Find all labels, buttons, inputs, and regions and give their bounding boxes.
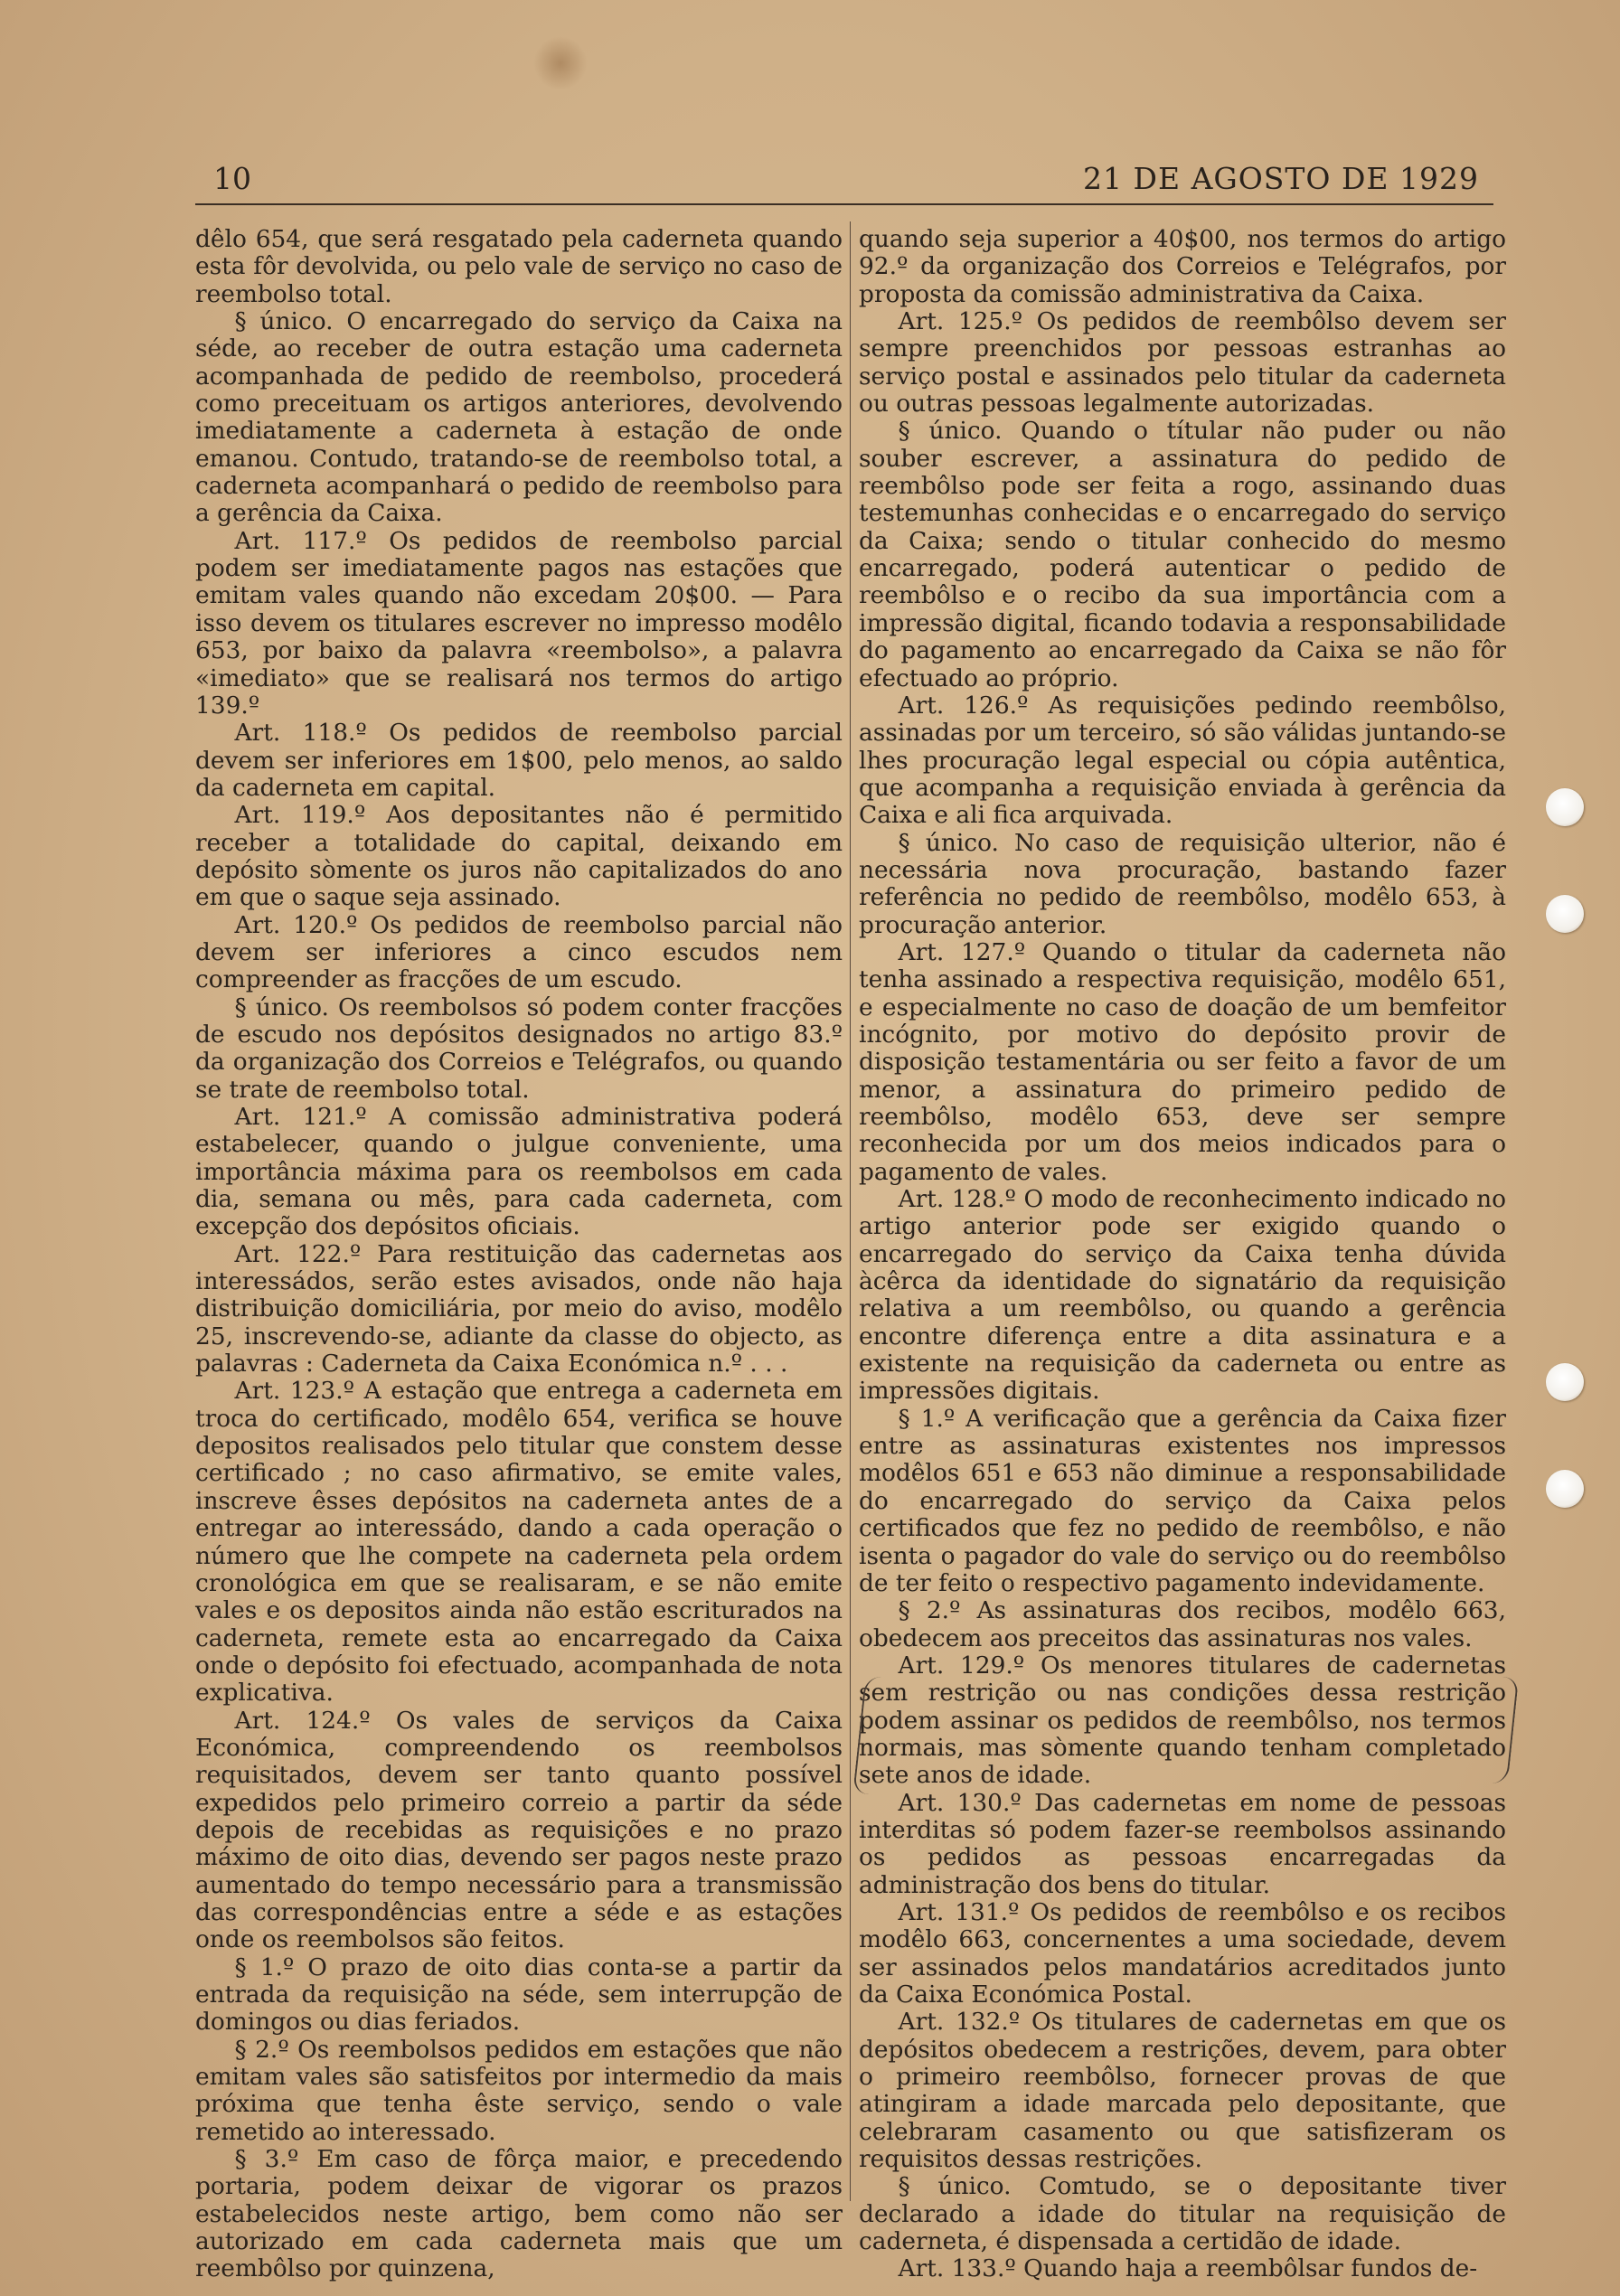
paragraph: Art. 129.º Os menores titulares de cadernetas sem restrição ou nas condições dessa restrição podem assinar os pedidos de reembôlso, nos termos normais, mas sòmente quando tenham completado sete anos de idade. [859,1651,1506,1790]
paragraph: Art. 131.º Os pedidos de reembôlso e os recibos modêlo 663, concernentes a uma sociedade, devem ser assinados pelos mandatários acreditados junto da Caixa Económica Postal. [859,1897,1506,2009]
paragraph: Art. 123.º A estação que entrega a caderneta em troca do certificado, modêlo 654, verifica se houve depositos realisados pelo titular que constem desse certificado ; no caso afirmativo, se emite vales, inscreve êsses depósitos na caderneta antes de a entregar ao interessádo, dando a cada operação o número que lhe compete na caderneta pela ordem cronológica em que se realisaram, e se não emite vales e os depositos ainda não estão escriturados na caderneta, remete esta ao encarregado da Caixa onde o depósito foi efectuado, acompanhada de nota explicativa. [195,1377,843,1708]
right-column [859,226,1506,2283]
left-column [195,226,843,2283]
paragraph: § único. Os reembolsos só podem conter fracções de escudo nos depósitos designados no artigo 83.º da organização dos Correios e Telégrafos, ou quando se trate de reembolso total. [195,993,843,1104]
header-rule [195,203,1493,205]
paragraph: Art. 127.º Quando o titular da caderneta não tenha assinado a respectiva requisição, modêlo 651, e especialmente no caso de doação de um bemfeitor incógnito, por motivo do depósito provir de disposição testamentária ou ser feito a favor de um menor, a assinatura do primeiro pedido de reembôlso, modêlo 653, deve ser sempre reconhecida por um dos meios indicados para o pagamento de vales. [859,937,1506,1186]
punch-hole [1546,1363,1584,1401]
paragraph: Art. 118.º Os pedidos de reembolso parcial devem ser inferiores em 1$00, pelo menos, ao saldo da caderneta em capital. [195,719,843,802]
paragraph: Art. 122.º Para restituição das cadernetas aos interessádos, serão estes avisados, onde não haja distribuição domiciliária, por meio do aviso, modêlo 25, inscrevendo-se, adiante da classe do objecto, as palavras : Caderneta da Caixa Económica n.º . . . [195,1239,843,1379]
paragraph: § único. Comtudo, se o depositante tiver declarado a idade do titular na requisição de caderneta, é dispensada a certidão de idade. [859,2172,1506,2256]
paragraph: Art. 126.º As requisições pedindo reembôlso, assinadas por um terceiro, só são válidas juntando-se lhes procuração legal especial ou cópia autêntica, que acompanha a requisição enviada à gerência da Caixa e ali fica arquivada. [859,691,1506,830]
paragraph: Art. 119.º Aos depositantes não é permitido receber a totalidade do capital, deixando em depósito sòmente os juros não capitalizados do ano em que o saque seja assinado. [195,801,843,912]
punch-hole [1546,788,1584,826]
punch-hole [1546,895,1584,933]
paper-stain [533,36,588,90]
paragraph: § 2.º Os reembolsos pedidos em estações que não emitam vales são satisfeitos por intermedio da mais próxima que tenha êste serviço, sendo o vale remetido ao interessado. [195,2035,843,2146]
paragraph: Art. 130.º Das cadernetas em nome de pessoas interditas só podem fazer-se reembolsos assinando os pedidos as pessoas encarregadas da administração dos bens do titular. [859,1788,1506,1899]
paragraph: § 1.º O prazo de oito dias conta-se a partir da entrada da requisição na séde, sem interrupção de domingos ou dias feriados. [195,1953,843,2037]
paragraph: § único. No caso de requisição ulterior, não é necessária nova procuração, bastando fazer referência no pedido de reembôlso, modêlo 653, à procuração anterior. [859,828,1506,939]
column-divider [850,221,851,2201]
paragraph: § único. O encarregado do serviço da Caixa na séde, ao receber de outra estação uma caderneta acompanhada de pedido de reembolso, procederá como preceituam os artigos anteriores, devolvendo imediatamente a caderneta à estação de onde emanou. Contudo, tratando-se de reembolso total, a caderneta acompanhará o pedido de reembolso para a gerência da Caixa. [195,307,843,528]
paragraph: § 3.º Em caso de fôrça maior, e precedendo portaria, podem deixar de vigorar os prazos estabelecidos neste artigo, bem como não ser autorizado em cada caderneta mais que um reembôlso por quinzena, [195,2145,843,2283]
paragraph: Art. 132.º Os titulares de cadernetas em que os depósitos obedecem a restrições, devem, para obter o primeiro reembôlso, fornecer provas de que atingiram a idade marcada pelo depositante, que celebraram casamento ou que satisfizeram os requisitos dessas restrições. [859,2008,1506,2174]
paragraph: dêlo 654, que será resgatado pela caderneta quando esta fôr devolvida, ou pelo vale de serviço no caso de reembolso total. [195,225,843,308]
paragraph: § único. Quando o títular não puder ou não souber escrever, a assinatura do pedido de reembôlso pode ser feita a rogo, assinando duas testemunhas conhecidas e o encarregado do serviço da Caixa; sendo o titular conhecido do mesmo encarregado, poderá autenticar o pedido de reembôlso e o recibo da sua importância com a impressão digital, ficando todavia a responsabilidade do pagamento ao encarregado da Caixa se não fôr efectuado ao próprio. [859,417,1506,692]
paragraph: Art. 128.º O modo de reconhecimento indicado no artigo anterior pode ser exigido quando o encarregado do serviço da Caixa tenha dúvida àcêrca da identidade do signatário da requisição relativa a um reembôlso, ou quando a gerência encontre diferença entre a dita assinatura e a existente na requisição da caderneta ou entre as impressões digitais. [859,1185,1506,1406]
paragraph: Art. 124.º Os vales de serviços da Caixa Económica, compreendendo os reembolsos requisitados, devem ser tanto quanto possível expedidos pelo primeiro correio a partir da séde depois de recebidas as requisições e no prazo máximo de oito dias, devendo ser pagos neste prazo aumentado do tempo necessário para a transmissão das correspondências entre a séde e as estações onde os reembolsos são feitos. [195,1706,843,1954]
paragraph: Art. 117.º Os pedidos de reembolso parcial podem ser imediatamente pagos nas estações que emitam vales quando não excedam 20$00. — Para isso devem os titulares escrever no impresso modêlo 653, por baixo da palavra «reembolso», a palavra «imediato» que se realisará nos termos do artigo 139.º [195,526,843,720]
paragraph: Art. 133.º Quando haja a reembôlsar fundos de- [898,2254,1478,2283]
paragraph: § 1.º A verificação que a gerência da Caixa fizer entre as assinaturas existentes nos impressos modêlos 651 e 653 não diminue a responsabilidade do encarregado do serviço da Caixa pelos certificados que fez no pedido de reembôlso, e não isenta o pagador do vale do serviço ou do reembôlso de ter feito o respectivo pagamento indevidamente. [859,1404,1506,1597]
paragraph: quando seja superior a 40$00, nos termos do artigo 92.º da organização dos Correios e Telégrafos, por proposta da comissão administrativa da Caixa. [859,225,1506,308]
punch-hole [1546,1470,1584,1508]
page-header [195,159,1497,199]
paragraph: Art. 121.º A comissão administrativa poderá estabelecer, quando o julgue conveniente, uma importância máxima para os reembolsos em cada dia, semana ou mês, para cada caderneta, com excepção dos depósitos oficiais. [195,1103,843,1241]
paragraph: Art. 125.º Os pedidos de reembôlso devem ser sempre preenchidos por pessoas estranhas ao serviço postal e assinados pelo titular da caderneta ou outras pessoas legalmente autorizadas. [859,307,1506,419]
page-number: 10 [213,161,251,196]
issue-date: 21 DE AGOSTO DE 1929 [1083,161,1479,196]
paragraph: Art. 120.º Os pedidos de reembolso parcial não devem ser inferiores a cinco escudos nem compreender as fracções de um escudo. [195,910,843,994]
paragraph: § 2.º As assinaturas dos recibos, modêlo 663, obedecem aos preceitos das assinaturas nos vales. [859,1596,1506,1652]
